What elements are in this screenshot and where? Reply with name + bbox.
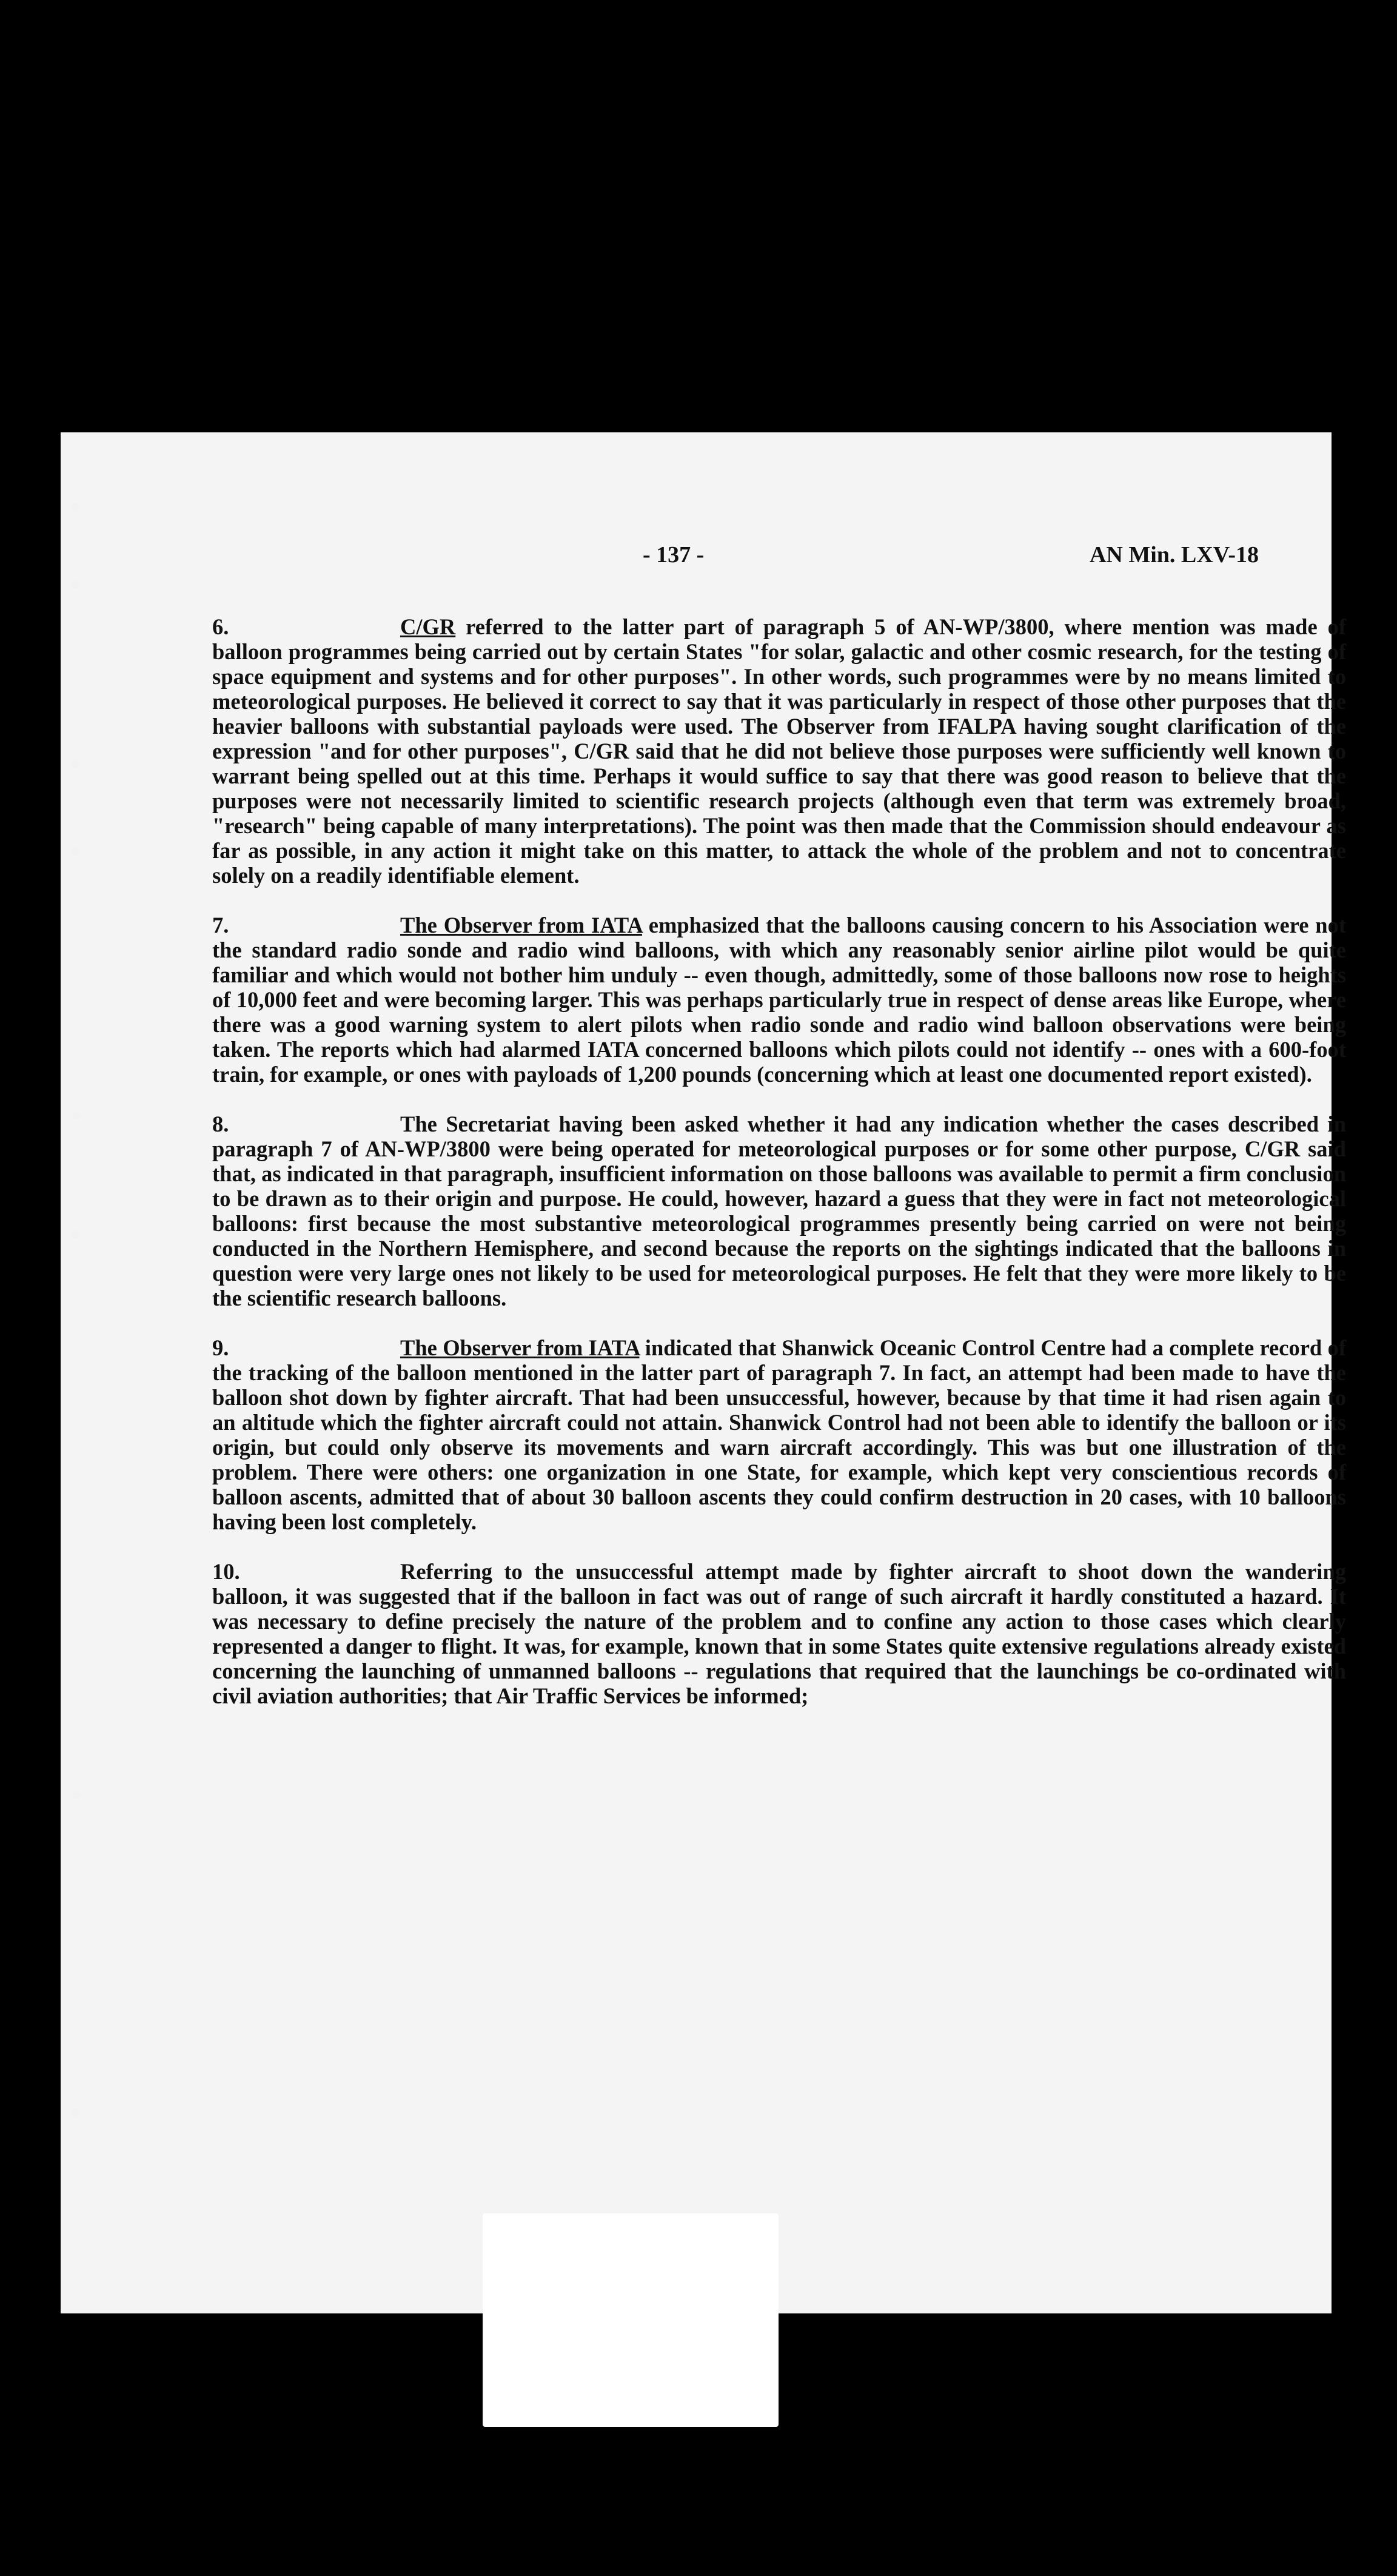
punch-hole	[72, 503, 80, 512]
paragraph-9	[212, 1335, 1346, 1534]
paragraph-speaker: C/GR	[400, 614, 456, 639]
paragraph-number: 6.	[212, 614, 229, 639]
paragraph-speaker: The Observer from IATA	[400, 1335, 640, 1360]
punch-hole	[72, 580, 80, 588]
paragraph-6	[212, 614, 1346, 888]
paragraph-10	[212, 1559, 1346, 1708]
paragraph-7	[212, 913, 1346, 1087]
paragraph-text: Referring to the unsuccessful attempt made by fighter aircraft to shoot down the wandering balloon, it was suggested that if the balloon in fact was out of range of such aircraft it hardly constituted a hazard. It was necessary to define precisely the nature of the problem and to confine any action to those cases which clearly represented a danger to flight. It was, for example, known that in some States quite extensive regulations already existed concerning the launching of unmanned balloons -- regulations that required that the launchings be co-ordinated with civil aviation authorities; that Air Traffic Services be informed;	[212, 1559, 1346, 1708]
paragraph-number: 10.	[212, 1559, 240, 1584]
punch-hole	[72, 847, 80, 855]
minutes-body	[212, 614, 1346, 1733]
document-reference: AN Min. LXV-18	[1089, 542, 1259, 568]
paragraph-number: 7.	[212, 913, 229, 937]
punch-hole	[72, 1791, 80, 1799]
paragraph-8	[212, 1112, 1346, 1310]
document-page	[61, 432, 1346, 2313]
page-header	[61, 542, 1332, 578]
paragraph-text: indicated that Shanwick Oceanic Control Centre had a complete record of the tracking of the balloon mentioned in the latter part of paragraph 7. In fact, an attempt had been made to have the balloon shot down by fighter aircraft. That had been unsuccessful, however, because by that time it had risen again to an altitude which the fighter aircraft could not attain. Shanwick Control had not been able to identify the balloon or its origin, but could only observe its movements and warn aircraft accordingly. This was but one illustration of the problem. There were others: one organization in one State, for example, which kept very conscientious records of balloon ascents, admitted that of about 30 balloon ascents they could confirm destruction in 20 cases, with 10 balloons having been lost completely.	[212, 1335, 1346, 1534]
paragraph-number: 8.	[212, 1112, 229, 1136]
paragraph-speaker: The Observer from IATA	[400, 913, 642, 937]
paragraph-text: emphasized that the balloons causing concern to his Association were not the standard radio sonde and radio wind balloons, with which any reasonably senior airline pilot would be quite familiar and which would not bother him unduly -- even though, admittedly, some of those balloons now rose to heights of 10,000 feet and were becoming larger. This was perhaps particularly true in respect of dense areas like Europe, where there was a good warning system to alert pilots when radio sonde and radio wind balloon observations were being taken. The reports which had alarmed IATA concerned balloons which pilots could not identify -- ones with a 600-foot train, for example, or ones with payloads of 1,200 pounds (concerning which at least one documented report existed).	[212, 913, 1346, 1087]
paragraph-text: The Secretariat having been asked whether it had any indication whether the cases described in paragraph 7 of AN-WP/3800 were being operated for meteorological purposes or for some other purpose, C/GR said that, as indicated in that paragraph, insufficient information on those balloons was available to permit a firm conclusion to be drawn as to their origin and purpose. He could, however, hazard a guess that they were in fact not meteorological balloons: first because the most substantive meteorological programmes presently being carried on were not being conducted in the Northern Hemisphere, and second because the reports on the sightings indicated that the balloons in question were very large ones not likely to be used for meteorological purposes. He felt that they were more likely to be the scientific research balloons.	[212, 1112, 1346, 1310]
paragraph-text: referred to the latter part of paragraph 5 of AN-WP/3800, where mention was made of balloon programmes being carried out by certain States "for solar, galactic and other cosmic research, for the testing of space equipment and systems and for other purposes". In other words, such programmes were by no means limited to meteorological purposes. He believed it correct to say that it was particularly in respect of those other purposes that the heavier balloons with substantial payloads were used. The Observer from IFALPA having sought clarification of the expression "and for other purposes", C/GR said that he did not believe those purposes were sufficiently well known to warrant being spelled out at this time. Perhaps it would suffice to say that there was good reason to believe that the purposes were not necessarily limited to scientific research projects (although even that term was extremely broad, "research" being capable of many interpretations). The point was then made that the Commission should endeavour as far as possible, in any action it might take on this matter, to attack the whole of the problem and not to concentrate solely on a readily identifiable element.	[212, 614, 1346, 888]
punch-hole	[72, 2109, 80, 2118]
punch-hole	[72, 1230, 80, 1238]
blank-card	[483, 2213, 779, 2427]
page-number: - 137 -	[643, 542, 705, 568]
punch-hole	[72, 1112, 80, 1120]
punch-hole	[72, 760, 80, 768]
paragraph-number: 9.	[212, 1335, 229, 1360]
